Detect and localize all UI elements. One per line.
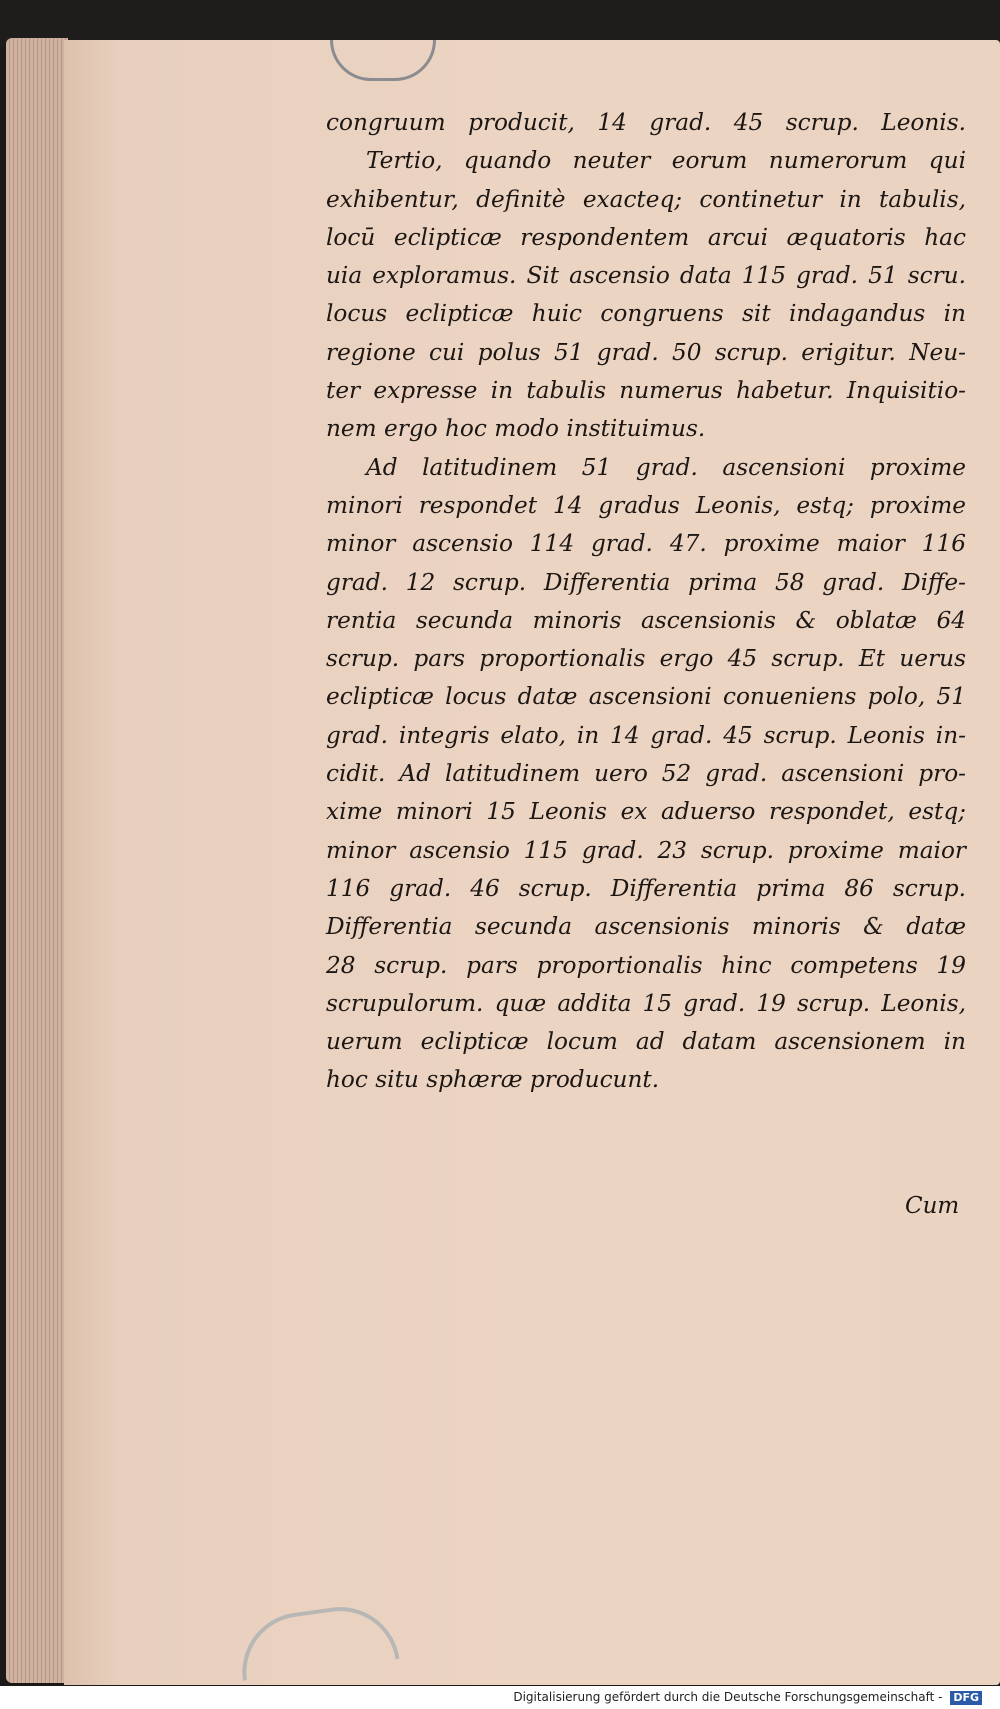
text-line-22: Differentia secunda ascensionis minoris & datæ bbox=[326, 913, 966, 941]
text-line-26: hoc situ sphæræ producunt. bbox=[326, 1066, 660, 1094]
text-line-8: ter expresse in tabulis numerus habetur. Inquisitio- bbox=[326, 377, 966, 405]
footer-credit bbox=[513, 1690, 982, 1705]
footer-bar bbox=[0, 1686, 1000, 1709]
text-line-16: eclipticæ locus datæ ascensioni conueniens polo, 51 bbox=[326, 683, 966, 711]
text-line-4: locū eclipticæ respondentem arcui æquatoris hac bbox=[326, 223, 966, 251]
text-line-9: nem ergo hoc modo instituimus. bbox=[326, 415, 706, 443]
text-line-13: grad. 12 scrup. Differentia prima 58 grad. Diffe- bbox=[326, 568, 966, 596]
text-line-18: cidit. Ad latitudinem uero 52 grad. ascensioni pro- bbox=[326, 760, 966, 788]
text-line-5: uia exploramus. Sit ascensio data 115 grad. 51 scru. bbox=[326, 262, 966, 290]
text-line-2: Tertio, quando neuter eorum numerorum qui bbox=[366, 147, 966, 175]
text-line-1: congruum producit, 14 grad. 45 scrup. Leonis. bbox=[326, 109, 966, 136]
footer-credit-text: Digitalisierung gefördert durch die Deutsche Forschungsgemeinschaft - bbox=[513, 1690, 943, 1704]
text-line-21: 116 grad. 46 scrup. Differentia prima 86 scrup. bbox=[326, 874, 966, 902]
text-line-19: xime minori 15 Leonis ex aduerso respondet, estq; bbox=[326, 798, 966, 826]
text-line-12: minor ascensio 114 grad. 47. proxime maior 116 bbox=[326, 530, 966, 558]
text-line-10: Ad latitudinem 51 grad. ascensioni proxime bbox=[366, 453, 966, 481]
catchword: Cum bbox=[905, 1193, 960, 1219]
page-edges bbox=[6, 38, 68, 1683]
text-line-25: uerum eclipticæ locum ad datam ascensionem in bbox=[326, 1028, 966, 1056]
text-line-11: minori respondet 14 gradus Leonis, estq; proxime bbox=[326, 491, 966, 519]
text-line-14: rentia secunda minoris ascensionis & oblatæ 64 bbox=[326, 606, 966, 634]
text-line-24: scrupulorum. quæ addita 15 grad. 19 scrup. Leonis, bbox=[326, 989, 966, 1017]
text-line-23: 28 scrup. pars proportionalis hinc competens 19 bbox=[326, 951, 966, 979]
text-line-15: scrup. pars proportionalis ergo 45 scrup. Et uerus bbox=[326, 645, 966, 673]
text-line-17: grad. integris elato, in 14 grad. 45 scrup. Leonis in- bbox=[326, 721, 966, 749]
text-line-7: regione cui polus 51 grad. 50 scrup. erigitur. Neu- bbox=[326, 338, 966, 366]
text-line-6: locus eclipticæ huic congruens sit indagandus in bbox=[326, 300, 966, 328]
text-line-20: minor ascensio 115 grad. 23 scrup. proxime maior bbox=[326, 836, 966, 864]
text-block bbox=[326, 104, 966, 1100]
text-line-3: exhibentur, definitè exacteq; continetur in tabulis, bbox=[326, 185, 966, 213]
dfg-logo: DFG bbox=[950, 1691, 982, 1705]
